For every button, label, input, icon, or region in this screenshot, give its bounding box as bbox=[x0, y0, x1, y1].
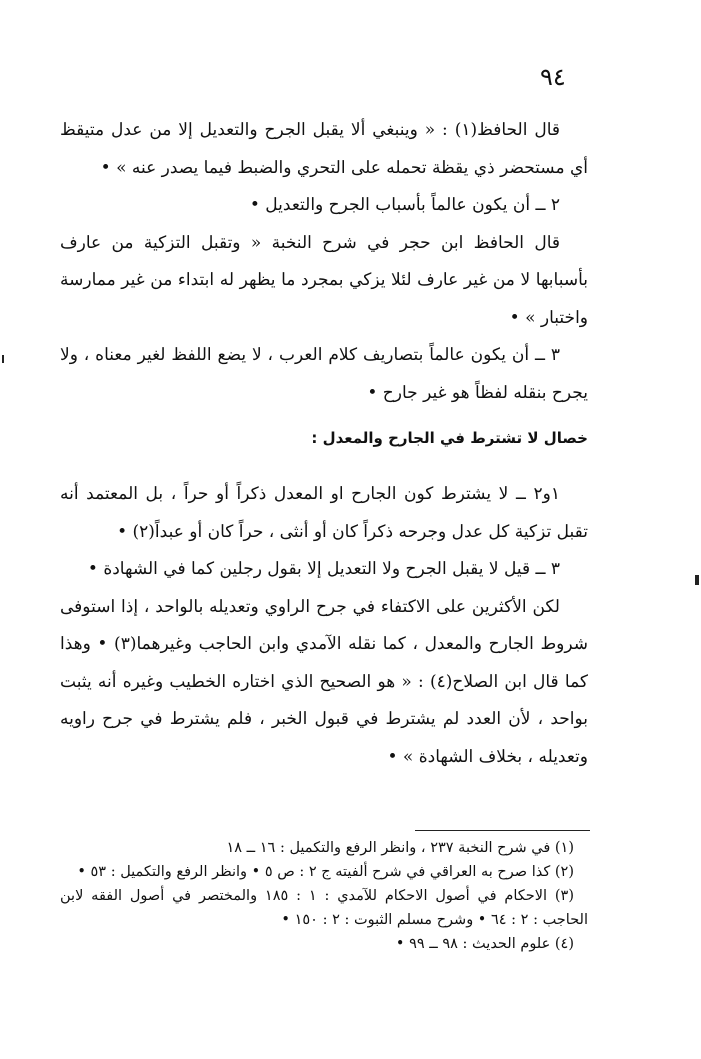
footnote-3: (٣) الاحكام في أصول الاحكام للآمدي : ١ : ١٨٥ والمختصر في أصول الفقه لابن الحاجب : ٢ : ٦٤ • وشرح مسلم الثبوت : ٢ : ١٥٠ • bbox=[60, 888, 588, 928]
paragraph-hafiz-quote: قال الحافظ(١) : « وينبغي ألا يقبل الجرح والتعديل إلا من عدل متيقظ أي مستحضر ذي يقظة تحمله على التحري والضبط فيما يصدر عنه » • bbox=[60, 120, 588, 178]
footnotes bbox=[60, 836, 588, 956]
footnote-2: (٢) كذا صرح به العراقي في شرح ألفيته ج ٢ : ص ٥ • وانظر الرفع والتكميل : ٥٣ • bbox=[77, 864, 574, 880]
page-number: ٩٤ bbox=[540, 63, 566, 91]
scan-edge-mark bbox=[695, 575, 699, 585]
footnote-divider bbox=[415, 830, 590, 831]
scan-edge-mark bbox=[2, 355, 4, 363]
paragraph-two-men: ٣ ــ قيل لا يقبل الجرح ولا التعديل إلا بقول رجلين كما في الشهادة • bbox=[87, 559, 560, 579]
footnote-1: (١) في شرح النخبة ٢٣٧ ، وانظر الرفع والتكميل : ١٦ ــ ١٨ bbox=[226, 840, 574, 856]
paragraph-condition-2: ٢ ــ أن يكون عالماً بأسباب الجرح والتعديل • bbox=[249, 195, 560, 215]
footnote-4: (٤) علوم الحديث : ٩٨ ــ ٩٩ • bbox=[395, 936, 574, 952]
paragraph-ibn-hajar-quote: قال الحافظ ابن حجر في شرح النخبة « وتقبل التزكية من عارف بأسبابها لا من غير عارف لئلا يزكي بمجرد ما يظهر له ابتداء من غير ممارسة واختبار » • bbox=[60, 232, 588, 328]
main-text bbox=[60, 112, 588, 776]
paragraph-condition-3: ٣ ــ أن يكون عالماً بتصاريف كلام العرب ، لا يضع اللفظ لغير معناه ، ولا يجرح بنقله لفظاً هو غير جارح • bbox=[60, 345, 588, 403]
section-heading: خصال لا تشترط في الجارح والمعدل : bbox=[311, 429, 588, 447]
paragraph-gender-freedom: ١و٢ ــ لا يشترط كون الجارح او المعدل ذكراً أو حراً ، بل المعتمد أنه تقبل تزكية كل عدل وجرحه ذكراً كان أو أنثى ، حراً كان أو عبداً(٢) • bbox=[60, 484, 588, 542]
paragraph-majority-view: لكن الأكثرين على الاكتفاء في جرح الراوي وتعديله بالواحد ، إذا استوفى شروط الجارح والمعدل ، كما نقله الآمدي وابن الحاجب وغيرهما(٣) • وهذا كما قال ابن الصلاح(٤) : « هو الصحيح الذي اختاره الخطيب وغيره أنه يثبت بواحد ، لأن العدد لم يشترط في قبول الخبر ، فلم يشترط في جرح راويه وتعديله ، بخلاف الشهادة » • bbox=[60, 596, 588, 767]
